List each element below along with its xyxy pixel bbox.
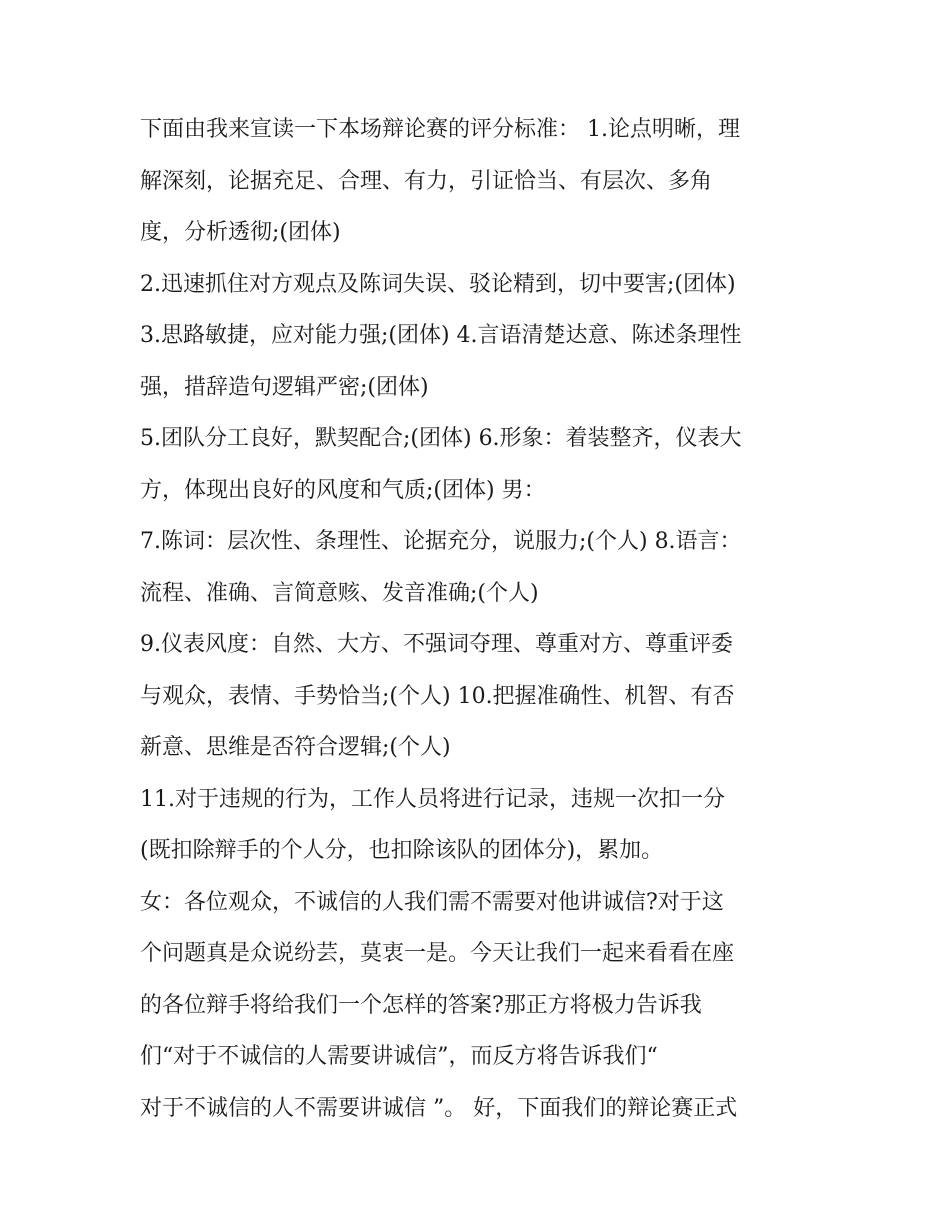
text-line: 3.思路敏捷，应对能力强;(团体) 4.言语清楚达意、陈述条理性 — [140, 323, 742, 348]
text-line: 们“对于不诚信的人需要讲诚信”，而反方将告诉我们“ — [140, 1044, 658, 1069]
text-line: 对于不诚信的人不需要讲诚信 ”。 好，下面我们的辩论赛正式 — [140, 1095, 738, 1121]
text-line: 解深刻，论据充足、合理、有力，引证恰当、有层次、多角 — [140, 168, 713, 194]
text-line: 女：各位观众，不诚信的人我们需不需要对他讲诚信?对于这 — [140, 889, 724, 915]
text-line: (既扣除辩手的个人分，也扣除该队的团体分)，累加。 — [140, 838, 664, 863]
text-line: 5.团队分工良好，默契配合;(团体) 6.形象：着装整齐，仪表大 — [140, 426, 742, 451]
text-line: 11.对于违规的行为，工作人员将进行记录，违规一次扣一分 — [140, 786, 725, 812]
text-line: 的各位辩手将给我们一个怎样的答案?那正方将极力告诉我 — [140, 992, 702, 1018]
text-line: 度，分析透彻;(团体) — [140, 220, 341, 245]
text-line: 方，体现出良好的风度和气质;(团体) 男： — [140, 477, 546, 503]
text-line: 9.仪表风度：自然、大方、不强词夺理、尊重对方、尊重评委 — [140, 632, 733, 657]
text-line: 强，措辞造句逻辑严密;(团体) — [140, 374, 429, 400]
text-line: 与观众，表情、手势恰当;(个人) 10.把握准确性、机智、有否 — [140, 683, 735, 709]
text-line: 7.陈词：层次性、条理性、论据充分，说服力;(个人) 8.语言： — [140, 529, 742, 554]
text-line: 新意、思维是否符合逻辑;(个人) — [140, 735, 451, 760]
document-body — [140, 104, 830, 1134]
text-line: 流程、准确、言简意赅、发音准确;(个人) — [140, 580, 539, 606]
text-line: 个问题真是众说纷芸，莫衷一是。今天让我们一起来看看在座 — [140, 941, 735, 966]
text-line: 2.迅速抓住对方观点及陈词失误、驳论精到，切中要害;(团体) — [140, 271, 736, 297]
text-line: 下面由我来宣读一下本场辩论赛的评分标准： 1.论点明晰，理 — [140, 117, 740, 142]
